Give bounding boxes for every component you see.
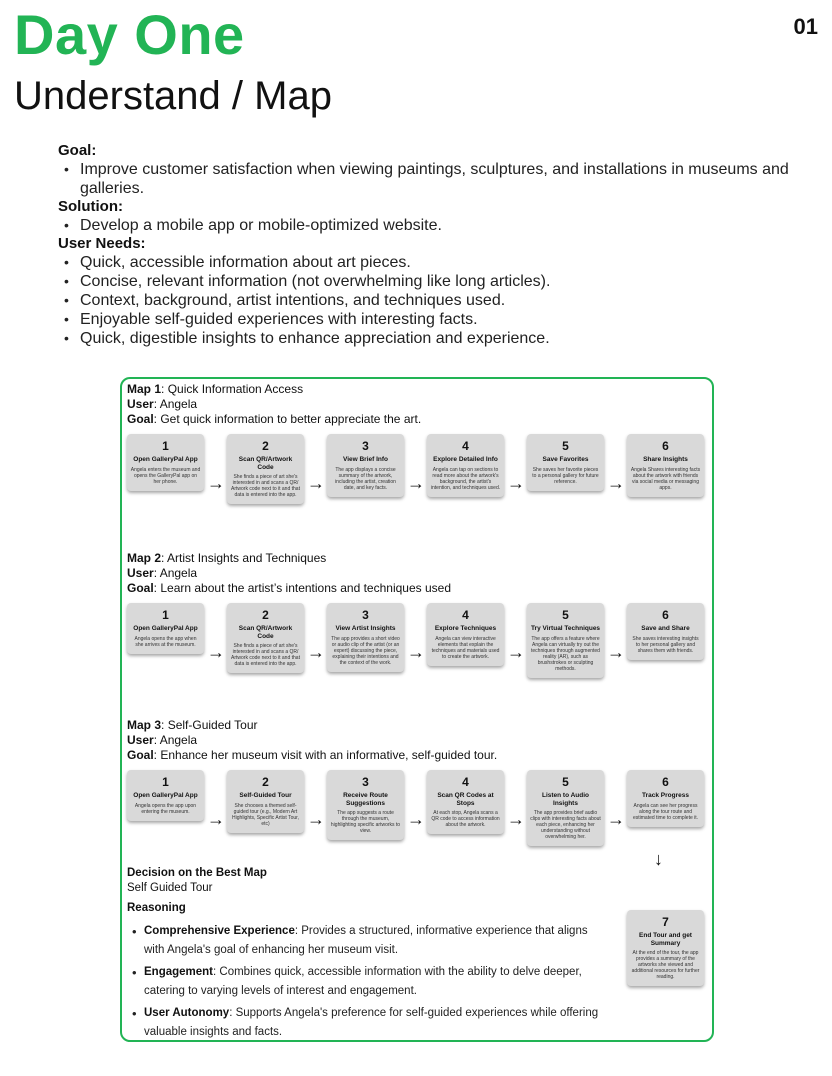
arrow-right-icon: → [507, 809, 525, 829]
step-description: The app displays a concise summary of the artwork, including the artist, creation date, and key facts. [335, 466, 396, 491]
step-number: 1 [162, 608, 169, 622]
step-title: Scan QR Codes at Stops [437, 792, 494, 807]
user-label: User [127, 566, 154, 580]
solution-list [58, 216, 798, 235]
step-title: Open GalleryPal App [133, 792, 198, 799]
step-description: At the end of the tour, the app provides a summary of the artworks she viewed and additional resources for further reading. [631, 950, 700, 980]
reason-text: : Combines quick, accessible information with the ability to delve deeper, catering to varying levels of interest and engagement. [144, 966, 582, 997]
map-title-line: Map 2: Artist Insights and Techniques [127, 551, 327, 565]
step-card [327, 434, 404, 497]
reason-label: User Autonomy [144, 1007, 230, 1019]
step-number: 6 [662, 775, 669, 789]
map-goal: Get quick information to better appreciate the art. [160, 412, 422, 426]
step-title: View Brief Info [342, 456, 389, 463]
step-card [627, 434, 704, 497]
step-title: Share Insights [643, 456, 688, 463]
map-header [127, 551, 717, 596]
page-number: 01 [793, 14, 818, 39]
step-description: Angela can see her progress along the tour route and estimated time to complete it. [632, 802, 699, 821]
map-label: Map 3 [127, 718, 162, 732]
user-label: User [127, 397, 154, 411]
page-title: Day One [14, 3, 245, 66]
step-description: Angela opens the app upon entering the museum. [134, 802, 197, 815]
step-title: Self-Guided Tour [239, 792, 292, 799]
goal-label: Goal [127, 748, 154, 762]
reasoning-heading: Reasoning [127, 902, 186, 914]
step-card [227, 770, 304, 833]
user-label: User [127, 733, 154, 747]
step-title: Listen to Audio Insights [541, 792, 590, 807]
step-description: Angela Shares interesting facts about the artwork with friends via social media or messaging apps. [630, 466, 701, 491]
step-number: 5 [562, 608, 569, 622]
step-description: Angela enters the museum and opens the GalleryPal app on her phone. [130, 466, 201, 485]
map-user-line: User: Angela [127, 733, 198, 747]
goal-heading: Goal: [58, 142, 97, 159]
page-subtitle: Understand / Map [14, 74, 332, 118]
step-number: 2 [262, 608, 269, 622]
step-number: 4 [462, 439, 469, 453]
arrow-right-icon: → [407, 809, 425, 829]
map-user: Angela [159, 733, 198, 747]
step-title: Explore Techniques [434, 625, 497, 632]
map-goal-line: Goal: Get quick information to better appreciate the art. [127, 412, 422, 426]
step-number: 2 [262, 439, 269, 453]
map-steps [127, 603, 717, 723]
step-card [627, 910, 704, 986]
step-title: Explore Detailed Info [433, 456, 498, 463]
arrow-right-icon: → [207, 809, 225, 829]
step-description: She saves her favorite pieces to a personal gallery for future reference. [532, 466, 599, 485]
step-card [427, 770, 504, 834]
step-description: The app provides a short video or audio clip of the artist (or an expert) discussing the piece, explaining their intentions and the context of the work. [331, 635, 400, 666]
user-need-item: • Quick, digestible insights to enhance appreciation and experience. [58, 329, 798, 348]
step-card [427, 603, 504, 666]
step-title: View Artist Insights [335, 625, 396, 632]
goal-label: Goal [127, 412, 154, 426]
step-card [527, 603, 604, 678]
map-user-line: User: Angela [127, 566, 198, 580]
step-description: She finds a piece of art she's interested in and scans a QR/ Artwork code next to it and that data is entered into the app. [231, 474, 300, 498]
solution-heading: Solution: [58, 198, 123, 215]
step-number: 3 [362, 439, 369, 453]
arrow-right-icon: → [207, 473, 225, 493]
step-description: She finds a piece of art she's interested in and scans a QR/ Artwork code next to it and that data is entered into the app. [231, 643, 300, 667]
goal-item: • Improve customer satisfaction when viewing paintings, sculptures, and installations in museums and galleries. [58, 160, 798, 198]
user-needs-list [58, 253, 798, 348]
step-card [627, 770, 704, 827]
intro-section [58, 142, 798, 348]
step-number: 1 [162, 439, 169, 453]
step-number: 6 [662, 608, 669, 622]
step-description: Angela can tap on sections to read more about the artwork's background, the artist's intention, and techniques used. [430, 466, 501, 491]
map-label: Map 1 [127, 382, 162, 396]
step-number: 6 [662, 439, 669, 453]
arrow-right-icon: → [307, 473, 325, 493]
step-title: Save and Share [641, 625, 690, 632]
step-card [127, 603, 204, 654]
arrow-right-icon: → [207, 642, 225, 662]
map-goal-line: Goal: Learn about the artist’s intentions and techniques used [127, 581, 451, 595]
step-number: 5 [562, 775, 569, 789]
arrow-right-icon: → [407, 642, 425, 662]
step-card [627, 603, 704, 660]
user-need-item: • Concise, relevant information (not overwhelming like long articles). [58, 272, 798, 291]
map-name: Quick Information Access [167, 382, 304, 396]
map-goal: Learn about the artist’s intentions and techniques used [160, 581, 451, 595]
step-card [327, 770, 404, 840]
step-number: 1 [162, 775, 169, 789]
step-card [527, 770, 604, 846]
reason-label: Engagement [144, 966, 214, 978]
down-arrow-icon: ↓ [654, 849, 663, 869]
step-title: End Tour and get Summary [639, 932, 692, 947]
step-title: Open GalleryPal App [133, 456, 198, 463]
map-goal-line: Goal: Enhance her museum visit with an informative, self-guided tour. [127, 748, 498, 762]
user-needs-heading: User Needs: [58, 235, 146, 252]
arrow-right-icon: → [607, 473, 625, 493]
step-description: The app suggests a route through the museum, highlighting specific artworks to view. [330, 810, 401, 834]
map-header [127, 382, 717, 427]
step-card [227, 434, 304, 504]
user-need-item: • Context, background, artist intentions, and techniques used. [58, 291, 798, 310]
map-label: Map 2 [127, 551, 162, 565]
reasons-list [127, 922, 607, 1042]
user-need-item: • Quick, accessible information about art pieces. [58, 253, 798, 272]
reason-item [127, 922, 607, 960]
reason-item [127, 1004, 607, 1042]
decision-value: Self Guided Tour [127, 882, 213, 894]
step-card [427, 434, 504, 497]
goal-list [58, 160, 798, 198]
solution-item: • Develop a mobile app or mobile-optimized website. [58, 216, 798, 235]
step-title: Scan QR/Artwork Code [238, 456, 293, 471]
map-2 [127, 551, 717, 672]
arrow-right-icon: → [507, 642, 525, 662]
step-description: She chooses a themed self-guided tour (e.g., Modern Art Highlights, Specific Artist Tour, etc) [232, 802, 299, 827]
arrow-right-icon: → [307, 642, 325, 662]
step-title: Scan QR/Artwork Code [238, 625, 293, 640]
step-description: Angela opens the app when she arrives at the museum. [134, 635, 197, 648]
step-number: 3 [362, 608, 369, 622]
step-card [327, 603, 404, 672]
map-title-line: Map 1: Quick Information Access [127, 382, 304, 396]
reason-text: : Supports Angela's preference for self-guided experiences while offering valuable insights and facts. [144, 1007, 599, 1038]
map-goal: Enhance her museum visit with an informative, self-guided tour. [160, 748, 498, 762]
reason-label: Comprehensive Experience [144, 925, 295, 937]
step-number: 4 [462, 608, 469, 622]
map-user: Angela [159, 566, 198, 580]
step-description: The app offers a feature where Angela can virtually try out the techniques through augmented reality (AR), such as brushstrokes or sculpting methods. [531, 635, 600, 672]
arrow-right-icon: → [607, 642, 625, 662]
step-title: Receive Route Suggestions [343, 792, 388, 807]
reason-text: : Provides a structured, informative experience that aligns with Angela's goal of enhancing her museum visit. [144, 925, 588, 956]
arrow-right-icon: → [407, 473, 425, 493]
arrow-right-icon: → [307, 809, 325, 829]
reason-item [127, 963, 607, 1001]
map-user-line: User: Angela [127, 397, 198, 411]
step-title: Try Virtual Techniques [530, 625, 601, 632]
step-title: Save Favorites [542, 456, 589, 463]
map-1 [127, 382, 717, 498]
step-number: 3 [362, 775, 369, 789]
step-description: She saves interesting insights to her personal gallery and shares them with friends. [632, 635, 699, 654]
goal-label: Goal [127, 581, 154, 595]
map-title-line: Map 3: Self-Guided Tour [127, 718, 258, 732]
user-need-item: • Enjoyable self-guided experiences with interesting facts. [58, 310, 798, 329]
decision-section [127, 866, 607, 1045]
map-name: Self-Guided Tour [167, 718, 258, 732]
step-description: Angela can view interactive elements that explain the techniques and materials used to create the artwork. [431, 635, 500, 660]
step-description: At each stop, Angela scans a QR code to access information about the artwork. [431, 810, 500, 828]
arrow-right-icon: → [607, 809, 625, 829]
map-user: Angela [159, 397, 198, 411]
step-number: 2 [262, 775, 269, 789]
map-name: Artist Insights and Techniques [167, 551, 327, 565]
step-card [127, 770, 204, 821]
step-card [227, 603, 304, 673]
step-title: Open GalleryPal App [133, 625, 198, 632]
step-description: The app provides brief audio clips with interesting facts about each piece, enhancing her understanding without overwhelming her. [530, 810, 601, 840]
step-title: Track Progress [642, 792, 689, 799]
map-header [127, 718, 717, 763]
arrow-right-icon: → [507, 473, 525, 493]
step-card [127, 434, 204, 491]
step-number: 7 [662, 915, 669, 929]
step-card [527, 434, 604, 491]
map-steps [127, 434, 717, 554]
step-number: 5 [562, 439, 569, 453]
decision-heading: Decision on the Best Map [127, 867, 267, 879]
step-number: 4 [462, 775, 469, 789]
